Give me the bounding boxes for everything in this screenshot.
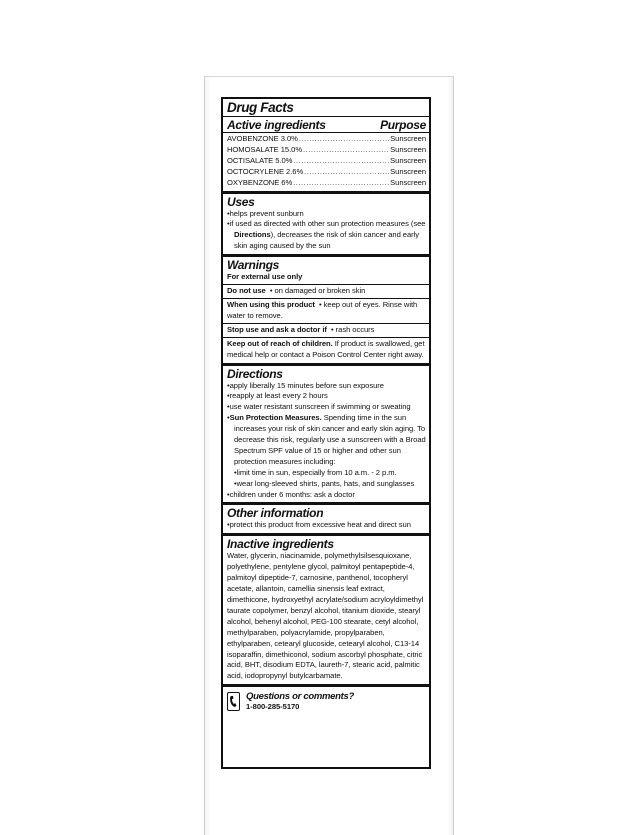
ingredient-name: HOMOSALATE 15.0%	[227, 144, 303, 154]
divider	[223, 337, 429, 338]
ingredient-purpose: Sunscreen	[390, 155, 426, 165]
leader-dots	[299, 134, 389, 145]
warning-label: Stop use and ask a doctor if	[227, 324, 327, 334]
warning-text: • keep out of eyes. Rinse with water to remove.	[227, 299, 418, 320]
directions-item: • use water resistant sunscreen if swimming or sweating	[227, 402, 426, 413]
warning-label: Do not use	[227, 286, 266, 296]
active-ingredients-header	[223, 118, 429, 133]
uses-section	[223, 194, 429, 258]
drug-facts-panel	[221, 97, 431, 769]
active-ingredient-row	[227, 167, 426, 178]
active-ingredients-section	[223, 117, 429, 194]
uses-item-text: if used as directed with other sun protection measures	[229, 219, 409, 229]
leader-dots	[304, 167, 389, 178]
uses-item: • helps prevent sunburn	[227, 209, 426, 220]
stop-use-warning	[227, 325, 426, 336]
active-ingredient-row	[227, 178, 426, 189]
active-ingredients-heading: Active ingredients	[227, 118, 326, 132]
warning-label: When using this product	[227, 299, 315, 309]
phone-icon	[227, 692, 240, 711]
directions-sub-item: • limit time in sun, especially from 10 a.m. - 2 p.m.	[227, 468, 426, 479]
inactive-ingredients-list: Water, glycerin, niacinamide, polymethylsilsesquioxane, polyethylene, pentylene glycol, palmitoyl pentapeptide-4, palmitoyl dipeptide-7, carnosine, panthenol, tocopheryl acetate, allantoin, camellia sinensis leaf extract, dimethicone, hydroxyethyl acrylate/sodium acryloyldimethyl taurate copolymer, benzyl alcohol, titanium dioxide, stearyl alcohol, behenyl alcohol, PEG-100 stearate, cetyl alcohol, methylparaben, polyacrylamide, propylparaben, ethylparaben, cetearyl glucoside, cetearyl alcohol, C13-14 isoparaffin, dimethiconol, sodium ascorbyl phosphate, citric acid, BHT, disodium EDTA, laureth-7, stearic acid, palmitic acid, iodopropynyl butylcarbamate.	[227, 551, 424, 681]
directions-item: • reapply at least every 2 hours	[227, 391, 426, 402]
directions-item: • apply liberally 15 minutes before sun exposure	[227, 381, 426, 392]
ingredient-name: OCTOCRYLENE 2.6%	[227, 166, 304, 176]
uses-heading: Uses	[227, 194, 255, 209]
other-information-heading: Other information	[227, 506, 324, 521]
warnings-heading: Warnings	[227, 258, 280, 273]
directions-ref: Directions	[234, 230, 271, 240]
purpose-heading: Purpose	[380, 118, 426, 132]
divider	[223, 323, 429, 324]
directions-item: • children under 6 months: ask a doctor	[227, 490, 426, 501]
inactive-ingredients-heading: Inactive ingredients	[227, 537, 334, 552]
divider	[223, 284, 429, 285]
questions-text	[246, 691, 354, 713]
drug-facts-title: Drug Facts	[223, 99, 429, 117]
leader-dots	[293, 178, 389, 189]
directions-section	[223, 366, 429, 506]
other-information-item: • protect this product from excessive heat and direct sun	[227, 520, 426, 531]
sun-protection-label: Sun Protection Measures.	[229, 413, 322, 423]
ingredient-name: OCTISALATE 5.0%	[227, 155, 293, 165]
divider	[223, 298, 429, 299]
warning-label: Keep out of reach of children.	[227, 338, 333, 348]
warning-text: • rash occurs	[331, 324, 375, 334]
ingredient-purpose: Sunscreen	[390, 134, 426, 143]
ingredient-purpose: Sunscreen	[390, 144, 426, 154]
warning-text: If product is swallowed, get medical help or contact a Poison Control Center right away.	[227, 338, 425, 359]
directions-sub-item: • wear long-sleeved shirts, pants, hats, and sunglasses	[227, 479, 426, 490]
ingredient-purpose: Sunscreen	[390, 166, 426, 176]
active-ingredient-row	[227, 156, 426, 167]
do-not-use-warning	[227, 286, 426, 297]
warnings-section	[223, 257, 429, 365]
questions-heading: Questions or comments?	[246, 691, 354, 703]
active-ingredient-row	[227, 134, 426, 145]
ingredient-name: AVOBENZONE 3.0%	[227, 134, 298, 143]
questions-row	[227, 688, 426, 713]
when-using-warning	[227, 300, 426, 322]
external-use-note: For external use only	[227, 272, 303, 282]
questions-section	[223, 687, 429, 715]
sun-protection-text: Spending time in the sun increases your risk of skin cancer and early skin aging. To decrease this risk, regularly use a sunscreen with a Broad Spectrum SPF value of 15 or higher and other sun protection measures including:	[234, 413, 426, 466]
ingredient-name: OXYBENZONE 6%	[227, 177, 293, 187]
active-ingredient-row	[227, 145, 426, 156]
directions-heading: Directions	[227, 366, 283, 381]
ingredient-purpose: Sunscreen	[390, 177, 426, 187]
leader-dots	[293, 156, 389, 167]
keep-out-of-reach-warning	[227, 339, 426, 361]
uses-item	[227, 219, 426, 252]
sun-protection-item	[227, 413, 426, 468]
uses-item-cont: ), decreases the risk of skin cancer and early skin aging caused by the sun	[234, 230, 420, 251]
leader-dots	[303, 145, 389, 156]
other-information-section	[223, 505, 429, 536]
phone-number: 1-800-285-5170	[246, 702, 300, 712]
uses-item-cont: (see	[410, 219, 426, 229]
warning-text: • on damaged or broken skin	[269, 286, 366, 296]
inactive-ingredients-section	[223, 536, 429, 687]
